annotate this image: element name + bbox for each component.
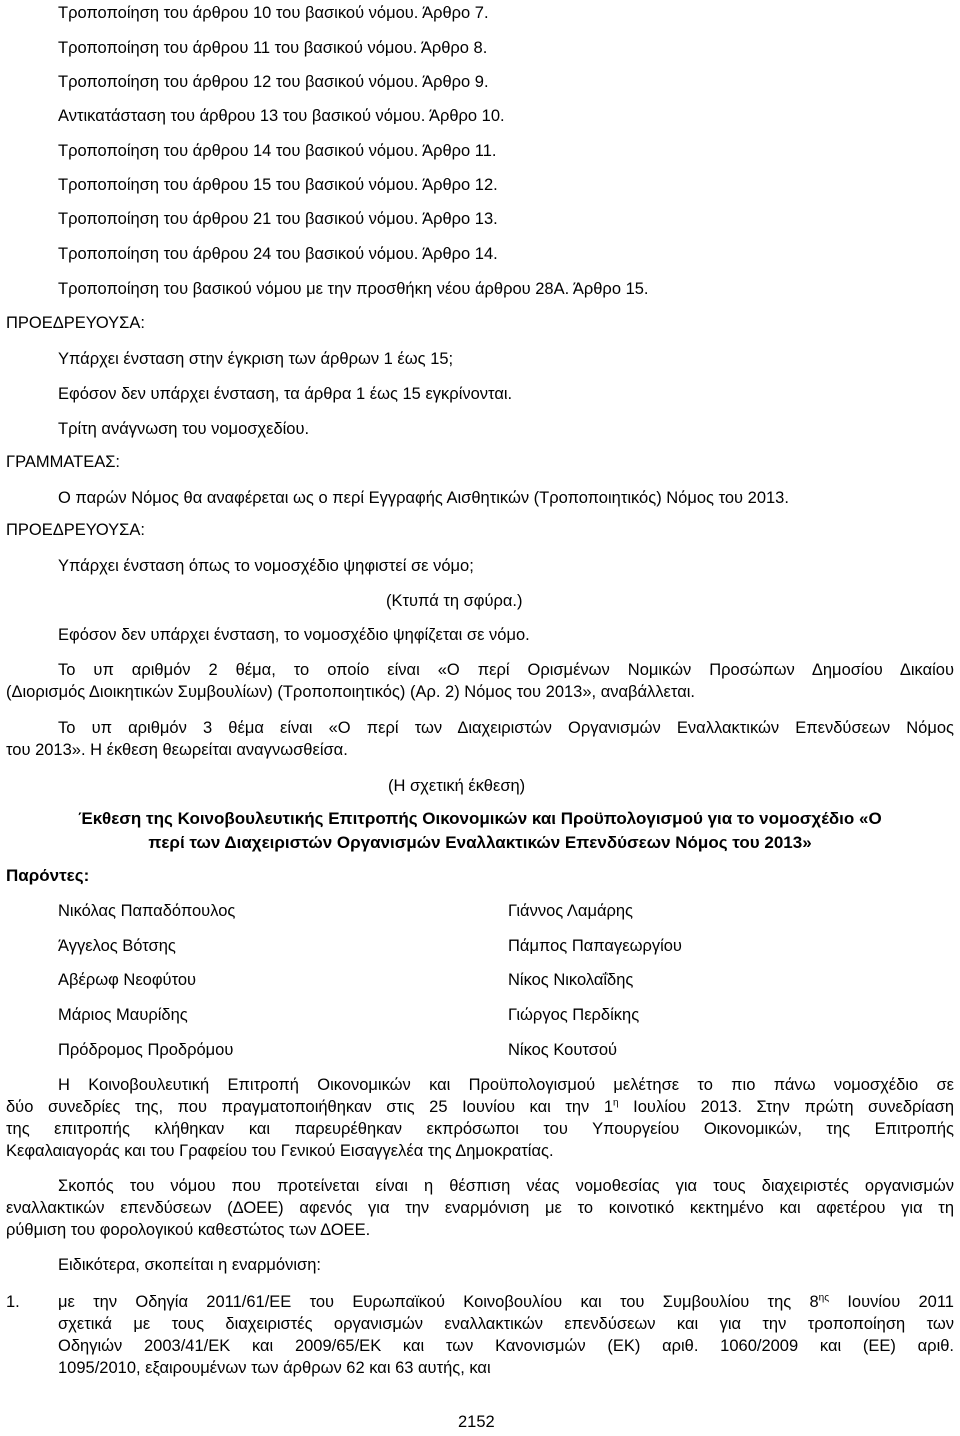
amendment-line: Τροποποίηση του άρθρου 11 του βασικού νόμου. Άρθρο 8. <box>58 39 488 57</box>
list-line: Οδηγιών 2003/41/ΕΚ και 2009/65/ΕΚ και των Κανονισμών (ΕΚ) αριθ. 1060/2009 και (ΕΕ) αριθ. <box>58 1337 954 1355</box>
para1-line: της επιτροπής κλήθηκαν και παρευρέθηκαν εκπρόσωποι του Υπουργείου Οικονομικών, της Επιτροπής <box>6 1120 954 1138</box>
para1-line: Κεφαλαιαγοράς και του Γραφείου του Γενικού Εισαγγελέα της Δημοκρατίας. <box>6 1142 554 1160</box>
item2-line: (Διορισμός Διοικητικών Συμβουλίων) (Τροποποιητικός) (Αρ. 2) Νόμος του 2013», αναβάλλεται. <box>6 683 695 701</box>
amendment-line: Τροποποίηση του άρθρου 10 του βασικού νόμου. Άρθρο 7. <box>58 4 489 22</box>
speech-line: Εφόσον δεν υπάρχει ένσταση, τα άρθρα 1 έως 15 εγκρίνονται. <box>58 385 513 403</box>
list-line: με την Οδηγία 2011/61/ΕΕ του Ευρωπαϊκού Κοινοβουλίου και του Συμβουλίου της $8^{\eta\varsigma}$ Ιουνίου 2011 <box>58 1292 954 1311</box>
list-line: 1095/2010, εξαιρουμένων των άρθρων 62 και 63 αυτής, και <box>58 1359 491 1377</box>
member-name: Νικόλας Παπαδόπουλος <box>58 902 236 920</box>
report-note: (Η σχετική έκθεση) <box>388 777 526 795</box>
item2-line: Το υπ αριθμόν 2 θέμα, το οποίο είναι «Ο περί Ορισμένων Νομικών Προσώπων Δημοσίου Δικαίου <box>58 661 954 679</box>
stage-direction: (Κτυπά τη σφύρα.) <box>386 592 523 610</box>
speech-line: Υπάρχει ένσταση όπως το νομοσχέδιο ψηφιστεί σε νόμο; <box>58 557 474 575</box>
item3-line: του 2013». Η έκθεση θεωρείται αναγνωσθείσα. <box>6 741 348 759</box>
speech-line: Υπάρχει ένσταση στην έγκριση των άρθρων 1 έως 15; <box>58 350 454 368</box>
present-label: Παρόντες: <box>6 866 90 885</box>
para2-line: εναλλακτικών επενδύσεων (ΔΟΕΕ) αφενός για την εναρμόνιση με το κοινοτικό κεκτημένο και αφετέρου για τη <box>6 1199 954 1217</box>
report-title: Έκθεση της Κοινοβουλευτικής Επιτροπής Οικονομικών και Προϋπολογισμού για το νομοσχέδιο «Ο <box>78 809 882 828</box>
speaker-label: ΠΡΟΕΔΡΕΥΟΥΣΑ: <box>6 521 145 539</box>
member-name: Γιάννος Λαμάρης <box>508 902 634 920</box>
member-name: Αβέρωφ Νεοφύτου <box>58 971 197 989</box>
para2-line: Σκοπός του νόμου που προτείνεται είναι η θέσπιση νέας νομοθεσίας για τους διαχειριστές οργανισμών <box>58 1177 954 1195</box>
list-line: σχετικά με τους διαχειριστές οργανισμών εναλλακτικών επενδύσεων και για την τροποποίηση των <box>58 1315 954 1333</box>
speaker-label: ΓΡΑΜΜΑΤΕΑΣ: <box>6 453 121 471</box>
member-name: Άγγελος Βότσης <box>58 937 176 955</box>
member-name: Πρόδρομος Προδρόμου <box>58 1041 234 1059</box>
amendment-line: Τροποποίηση του άρθρου 21 του βασικού νόμου. Άρθρο 13. <box>58 210 498 228</box>
speaker-label: ΠΡΟΕΔΡΕΥΟΥΣΑ: <box>6 314 145 332</box>
amendment-line: Τροποποίηση του άρθρου 12 του βασικού νόμου. Άρθρο 9. <box>58 73 489 91</box>
member-name: Πάμπος Παπαγεωργίου <box>508 937 682 955</box>
item3-line: Το υπ αριθμόν 3 θέμα είναι «Ο περί των Διαχειριστών Οργανισμών Εναλλακτικών Επενδύσεων Νόμος <box>58 719 954 737</box>
superscript: ης <box>818 1292 830 1304</box>
member-name: Γιώργος Περδίκης <box>508 1006 640 1024</box>
superscript: η <box>613 1097 619 1109</box>
speech-line: Τρίτη ανάγνωση του νομοσχεδίου. <box>58 420 310 438</box>
amendment-line: Τροποποίηση του άρθρου 24 του βασικού νόμου. Άρθρο 14. <box>58 245 498 263</box>
member-name: Μάριος Μαυρίδης <box>58 1006 188 1024</box>
para2-line: ρύθμιση του φορολογικού καθεστώτος των ΔΟΕΕ. <box>6 1221 371 1239</box>
para1-line: Η Κοινοβουλευτική Επιτροπή Οικονομικών και Προϋπολογισμού μελέτησε το πιο πάνω νομοσχέδιο σε <box>58 1076 954 1094</box>
amendment-line: Αντικατάσταση του άρθρου 13 του βασικού νόμου. Άρθρο 10. <box>58 107 505 125</box>
para1-line: δύο συνεδρίες της, που πραγματοποιήθηκαν στις 25 Ιουνίου και την $1^\eta$ Ιουλίου 2013. Στην πρώτη συνεδρίαση <box>6 1097 955 1116</box>
amendment-line: Τροποποίηση του βασικού νόμου με την προσθήκη νέου άρθρου 28Α. Άρθρο 15. <box>58 280 649 298</box>
report-title: περί των Διαχειριστών Οργανισμών Εναλλακτικών Επενδύσεων Νόμος του 2013» <box>148 833 812 852</box>
page-number: 2152 <box>458 1413 495 1431</box>
member-name: Νίκος Νικολαΐδης <box>508 971 634 989</box>
member-name: Νίκος Κουτσού <box>508 1041 618 1059</box>
amendment-line: Τροποποίηση του άρθρου 14 του βασικού νόμου. Άρθρο 11. <box>58 142 497 160</box>
para3: Ειδικότερα, σκοπείται η εναρμόνιση: <box>58 1256 321 1274</box>
list-number: 1. <box>6 1293 20 1311</box>
speech-line: Ο παρών Νόμος θα αναφέρεται ως ο περί Εγγραφής Αισθητικών (Τροποποιητικός) Νόμος του 2013. <box>58 489 789 507</box>
speech-line: Εφόσον δεν υπάρχει ένσταση, το νομοσχέδιο ψηφίζεται σε νόμο. <box>58 626 530 644</box>
amendment-line: Τροποποίηση του άρθρου 15 του βασικού νόμου. Άρθρο 12. <box>58 176 498 194</box>
